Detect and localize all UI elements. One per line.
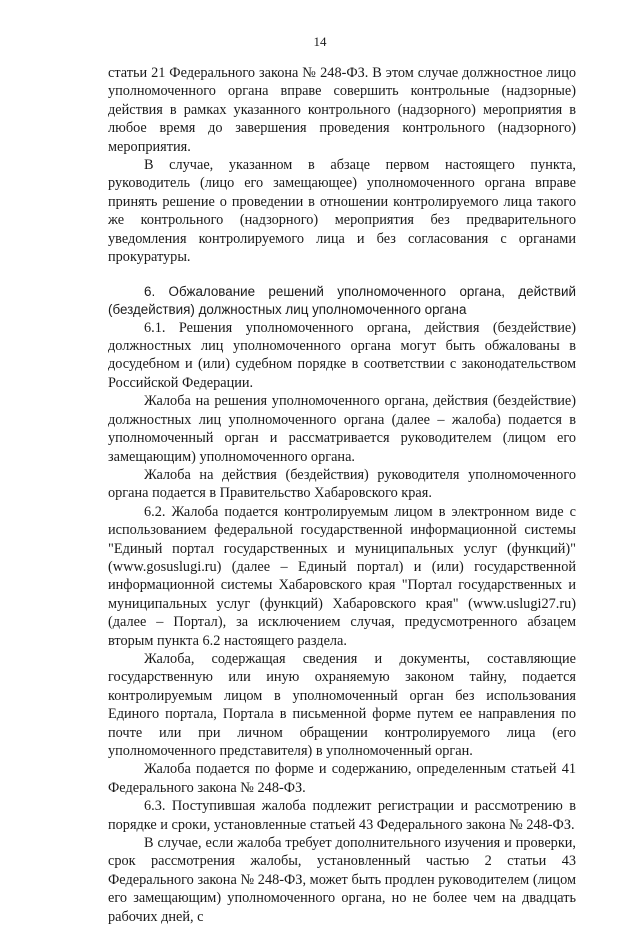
paragraph-6-2: 6.2. Жалоба подается контролируемым лицом в электронном виде с использованием федеральной государственной информационной системы "Единый портал государственных и муниципальных услуг (функций)" (www.gosuslugi.ru) (далее – Единый портал) и (или) государственной информационной системы Хабаровского края "Портал государственных и муниципальных услуг (функций) Хабаровского края" (www.uslugi27.ru) (далее – Портал), за исключением случая, предусмотренного абзацем вторым пункта 6.2 настоящего раздела.	[108, 503, 576, 649]
paragraph-complaint-to-authority: Жалоба на решения уполномоченного органа, действия (бездействие) должностных лиц уполномоченного органа (далее – жалоба) подается в уполномоченный орган и рассматривается руководителем (лицом его замещающим) уполномоченного органа.	[108, 393, 576, 465]
paragraph-repeat-inspection-decision: В случае, указанном в абзаце первом настоящего пункта, руководитель (лицо его замещающее) уполномоченного органа вправе принять решение о проведении в отношении контролируемого лица такого же контрольного (надзорного) мероприятия без предварительного уведомления контролируемого лица и без согласования с органами прокуратуры.	[108, 157, 576, 266]
paragraph-secret-complaint: Жалоба, содержащая сведения и документы, составляющие государственную или иную охраняемую законом тайну, подается контролируемым лицом в уполномоченный орган без использования Единого портала, Портала в письменной форме путем ее направления по почте или при личном обращении контролируемого лица (его уполномоченного представителя) в уполномоченный орган.	[108, 650, 576, 759]
paragraph-term-extension: В случае, если жалоба требует дополнительного изучения и проверки, срок рассмотрения жалобы, установленный частью 2 статьи 43 Федерального закона № 248-ФЗ, может быть продлен руководителем (лицом его замещающим) уполномоченного органа, но не более чем на двадцать рабочих дней, с	[108, 835, 576, 925]
document-body	[108, 64, 576, 926]
paragraph-6-1: 6.1. Решения уполномоченного органа, действия (бездействие) должностных лиц уполномоченного органа могут быть обжалованы в досудебном и (или) судебном порядке в соответствии с законодательством Российской Федерации.	[108, 319, 576, 391]
section-heading-appeal: 6. Обжалование решений уполномоченного органа, действий (бездействия) должностных лиц уполномоченного органа	[108, 284, 576, 318]
paragraph-complaint-to-government: Жалоба на действия (бездействия) руководителя уполномоченного органа подается в Правительство Хабаровского края.	[108, 466, 576, 502]
paragraph-complaint-form: Жалоба подается по форме и содержанию, определенным статьей 41 Федерального закона № 248-ФЗ.	[108, 761, 576, 796]
paragraph-6-3: 6.3. Поступившая жалоба подлежит регистрации и рассмотрению в порядке и сроки, установленные статьей 43 Федерального закона № 248-ФЗ.	[108, 798, 576, 833]
page-number: 14	[313, 34, 327, 49]
paragraph-continuation: статьи 21 Федерального закона № 248-ФЗ. В этом случае должностное лицо уполномоченного органа вправе совершить контрольные (надзорные) действия в рамках указанного контрольного (надзорного) мероприятия в любое время до завершения проведения контрольного (надзорного) мероприятия.	[108, 65, 576, 155]
